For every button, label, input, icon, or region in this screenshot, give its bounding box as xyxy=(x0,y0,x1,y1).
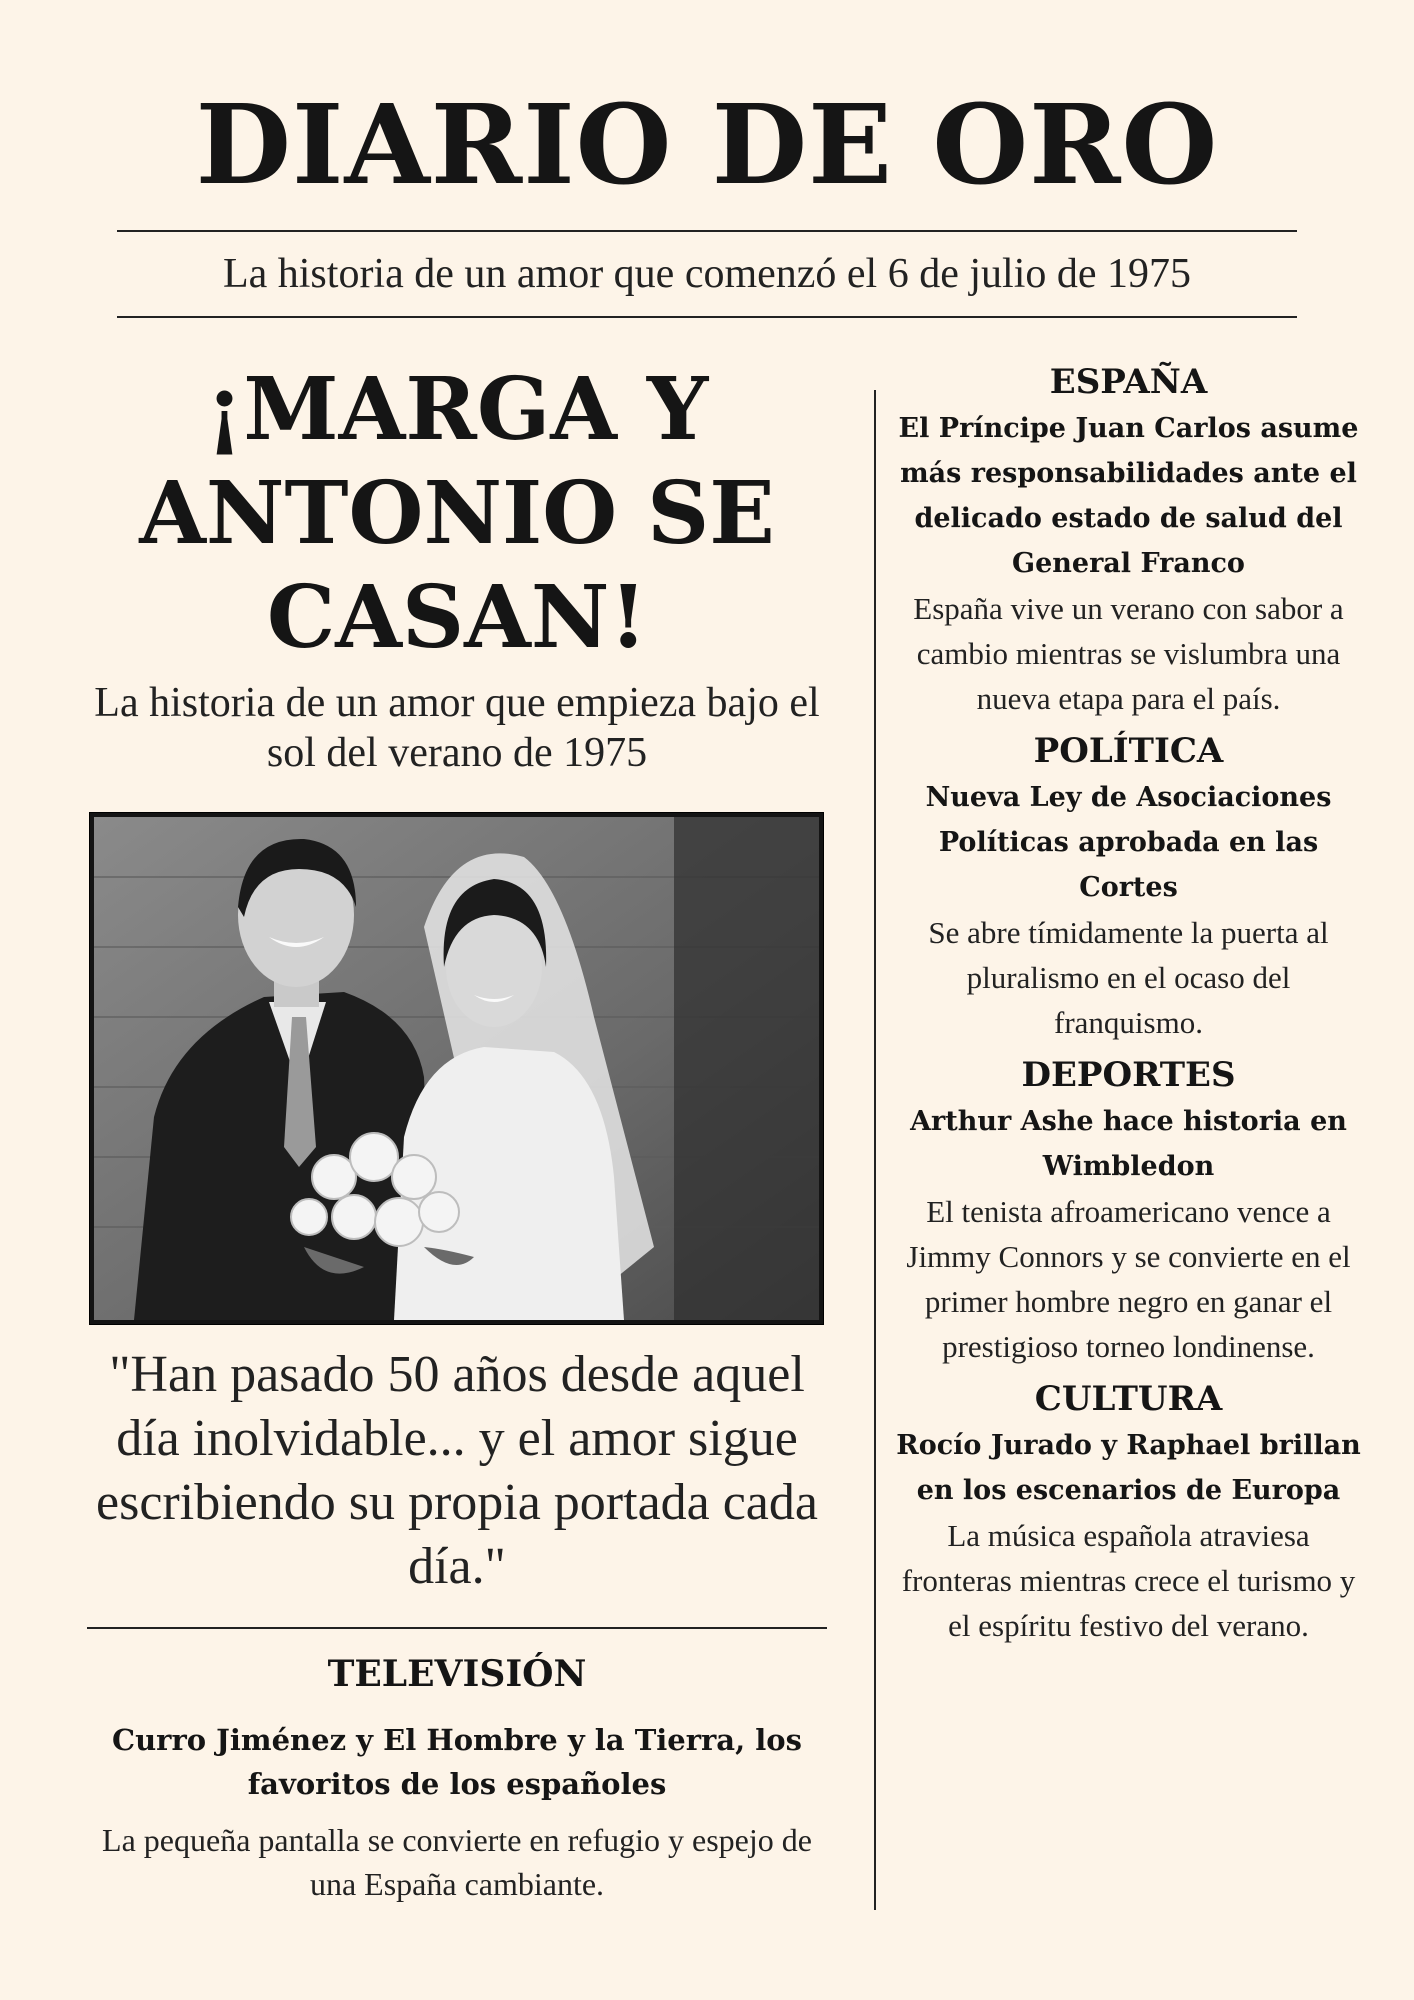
news-body: Se abre tímidamente la puerta al pluralismo en el ocaso del franquismo. xyxy=(928,915,1329,1040)
quote-rule xyxy=(87,1627,827,1629)
wedding-photo xyxy=(89,812,824,1325)
news-item-deportes xyxy=(896,1051,1361,1369)
top-rule xyxy=(117,230,1297,232)
news-item-espana xyxy=(896,358,1361,721)
news-body: España vive un verano con sabor a cambio mientras se vislumbra una nueva etapa para el país. xyxy=(913,591,1344,716)
news-headline: El Príncipe Juan Carlos asume más responsabilidades ante el delicado estado de salud del General Franco xyxy=(898,413,1359,579)
news-section-title: CULTURA xyxy=(1034,1379,1223,1419)
masthead-title: DIARIO DE ORO xyxy=(195,80,1219,209)
news-headline: Arthur Ashe hace historia en Wimbledon xyxy=(910,1106,1347,1182)
television-section-title: TELEVISIÓN xyxy=(327,1653,587,1695)
sidebar-news xyxy=(896,358,1361,1654)
news-item-politica xyxy=(896,727,1361,1045)
television-body: La pequeña pantalla se convierte en refugio y espejo de una España cambiante. xyxy=(102,1822,812,1902)
news-section-title: POLÍTICA xyxy=(1033,731,1224,771)
television-headline: Curro Jiménez y El Hombre y la Tierra, los favoritos de los españoles xyxy=(112,1723,802,1801)
anniversary-quote: "Han pasado 50 años desde aquel día inolvidable... y el amor sigue escribiendo su propia portada cada día." xyxy=(96,1346,818,1595)
news-body: La música española atraviesa fronteras mientras crece el turismo y el espíritu festivo del verano. xyxy=(901,1518,1356,1643)
news-item-cultura xyxy=(896,1375,1361,1648)
main-story xyxy=(87,358,827,778)
television-story xyxy=(87,1650,827,1906)
tagline-rule xyxy=(117,316,1297,318)
news-section-title: ESPAÑA xyxy=(1049,362,1208,402)
main-subheadline: La historia de un amor que empieza bajo el sol del verano de 1975 xyxy=(94,680,820,776)
wedding-photo-illustration xyxy=(94,817,819,1320)
tagline: La historia de un amor que comenzó el 6 de julio de 1975 xyxy=(222,251,1192,297)
news-headline: Rocío Jurado y Raphael brillan en los escenarios de Europa xyxy=(896,1430,1361,1506)
news-section-title: DEPORTES xyxy=(1021,1055,1236,1095)
news-body: El tenista afroamericano vence a Jimmy Connors y se convierte en el primer hombre negro en ganar el prestigioso torneo londinense. xyxy=(906,1194,1351,1364)
news-headline: Nueva Ley de Asociaciones Políticas aprobada en las Cortes xyxy=(925,782,1332,903)
main-headline: ¡MARGA Y ANTONIO SE CASAN! xyxy=(139,359,775,668)
column-divider xyxy=(874,390,876,1910)
